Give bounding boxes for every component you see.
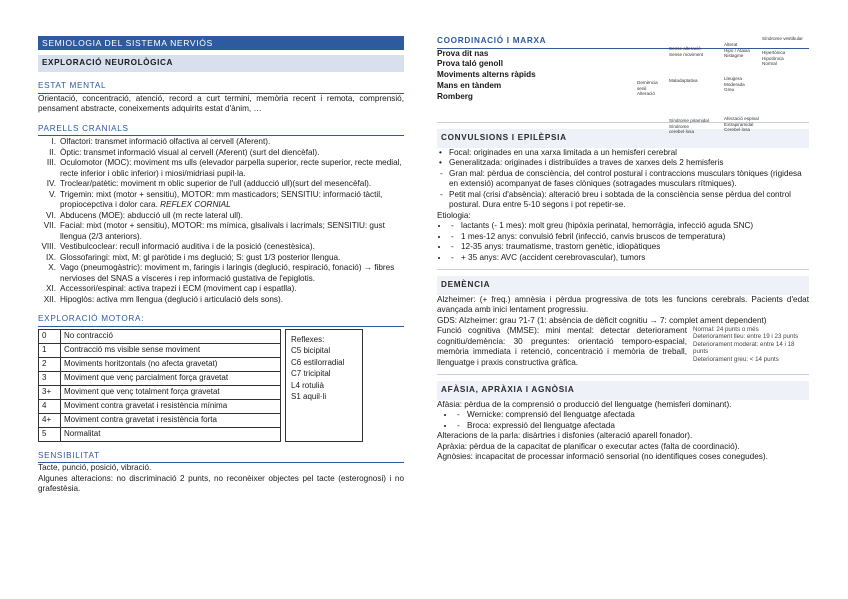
convulsions-heading: CONVULSIONS I EPILÈPSIA [437,129,809,148]
alteracions-text: Alteracions de la parla: disàrtries i disfonies (alteració aparell fonador). [437,431,693,440]
list-item: V. Trigemin: mixt (motor + sensitiu), MOTOR: mm masticadors; SENSITIU: informació tàctil, propiocepctiva i dolor cara. REFLEX CORNIAL [49,189,383,209]
list-item: IV. Troclear/patètic: moviment m oblic superior de l'ull (adducció ull)(surt del mesencèfal). [46,179,372,188]
convulsions-list [437,148,809,211]
list-item: - Gran mal: pèrdua de consciència, del control postural i contraccions musculars tòniques (rigidesa en extensió) acompanyat de fases clòniques (sotragades musculars rítmiques). [437,169,809,190]
diagram-label: Demència senil Alteració [637,80,658,96]
table-row: 5 Normalitat [39,427,281,441]
list-item: - • 12-35 anys: traumatisme, trastorn genètic, idiopàtiques [449,242,809,253]
list-item: - • lactants (- 1 mes): molt greu (hipòxia perinatal, hemorràgia, infecció aguda SNC) [449,221,809,232]
estat-mental-heading: ESTAT MENTAL [38,81,404,94]
list-item: - • Wernicke: comprensió del llenguatge afectada [455,410,809,421]
list-item: VIII. Vestibulcoclear: recull informació auditiva i de la posició (cenestèsica). [41,242,315,251]
alzheimer-text: Alzheimer: (+ freq.) amnèsia i pèrdua progressiva de tots les funcions cerebrals. Pacients d'edat avançada amb inici lentament progressiu. [437,294,809,314]
table-row: 3+ Moviment que venç totalment força gravetat [39,385,281,399]
list-item: II. Òptic: transmet informació visual al cervell (Aferent) (surt del diencèfal). [49,147,320,157]
list-item: VII. Facial: mixt (motor + sensitiu), MOTOR: ms mímica, glsalivals i lacrimals; SENSITIU: gust llengua (2/3 anteriors). [43,221,385,241]
list-item: III. Oculomotor (MOC): moviment ms ulls (elevador parpella superior, recte superior, recte medial, recte inferior i oblic inferior) i miosi/midriasi pupil·la. [46,158,402,178]
coordinacio-section [437,36,809,134]
list-item: IX. Glossofaringi: mixt, M: gl paròtide i ms deglució; S: gust 1/3 posterior llengua. [45,252,341,262]
diagram-label: Hipertònica Hipotònica Normal [762,50,786,66]
afasia-heading: AFÀSIA, APRÀXIA I AGNÒSIA [437,381,809,400]
list-item: I. Olfactori: transmet informació olfactiva al cervell (Aferent). [51,137,271,146]
etiologia-list [437,221,809,263]
motor-section [38,329,404,442]
motor-scale-table [38,329,281,442]
afasia-text: Afàsia: pèrdua de la comprensió o producció del llenguatge (hemisferi dominant). [437,399,732,409]
demencia-heading: DEMÈNCIA [437,276,809,295]
parells-cranials-heading: PARELLS CRANIALS [38,124,404,137]
list-item: - • + 35 anys: AVC (accident cerebrovascular), tumors [449,253,809,264]
coordinacio-heading: COORDINACIÓ I MARXA [437,36,809,49]
agnosies-text: Agnòsies: incapacitat de processar informació sensorial (no identifiques coses conegudes). [437,452,768,461]
table-row: 4+ Moviment contra gravetat i resistència forta [39,413,281,427]
list-item: - Petit mal (crisi d'absència): alteració breu i sobtada de la consciència sense pèrdua del control postural. Dura entre 5-10 segons i pot repetir-se. [437,190,809,211]
table-row: 3 Moviment que venç parcialment força gravetat [39,371,281,385]
table-row: 4 Moviment contra gravetat i resistència mínima [39,399,281,413]
sensibilitat-heading: SENSIBILITAT [38,451,404,464]
list-item: X. Vago (pneumogàstric): moviment m, faringis i laringis (deglució, respiració, fonació) → fibres nervioses del SNAS a vísceres i rep informació gustativa de l'epiglotis. [48,263,395,283]
divider [437,269,809,270]
diagram-label: Lleugera Moderada Greu [724,76,745,92]
neuro-exploration-heading: EXPLORACIÓ NEUROLÒGICA [38,55,404,72]
diagram-label: Afectació espinal Extrapiramidal Cerebel·losa [724,116,759,132]
sensibilitat-line2: Algunes alteracions: no discriminació 2 punts, no reconèixer objectes pel tacte (esterognosi) i no grafestèsia. [38,473,404,493]
list-item: VI. Abducens (MOE): abducció ull (m recte lateral ull). [45,210,243,220]
cranial-nerves-list [38,137,404,305]
estat-mental-text: Orientació, concentració, atenció, record a curt termini, memòria recent i remota, comprensió, pensament abstracte, coneixements adquirits estat d'ànim, … [38,93,404,113]
sensibilitat-line1: Tacte, punció, posició, vibració. [38,463,152,472]
diagram-label: Síndrome vestibular [762,36,803,41]
table-row: 1 Contracció ms visible sense moviment [39,343,281,357]
main-title-banner: SEMIOLOGIA DEL SISTEMA NERVIÓS [38,36,404,50]
divider [437,374,809,375]
coordinacio-list: Prova dit nas Prova taló genoll Moviments alterns ràpids Mans en tàndem Romberg [437,48,536,101]
right-column [437,36,809,463]
diagram-label: Síndrome piramidal Síndrome cerebel·losa [669,118,709,134]
list-item: XI. Accessori/espinal: activa trapezi i ECM (moviment cap i espatlla). [45,284,297,293]
mmse-text: Funció cognitiva (MMSE): mini mental: detectar deteriorament cognitiu/demència: 30 preguntes: orientació temporo-espacial, memòria immediata i retenció, concentració i memòria de treball, llenguatge i praxis constructiva gràfica. [437,326,687,367]
table-row: 2 Moviments horitzontals (no afecta gravetat) [39,357,281,371]
list-item: • Generalitzada: originades i distribuïdes a traves de xarxes dels 2 hemisferis [437,158,809,169]
apraxia-text: Apràxia: pèrdua de la capacitat de planificar o executar actes (falta de coordinació). [437,441,740,451]
reflexes-box: Reflexes: C5 bicipital C6 estilorradial C7 tricipital L4 rotulià S1 aquil·li [285,329,363,442]
list-item: - • 1 mes-12 anys: convulsió febril (infecció, canvis bruscos de temperatura) [449,232,809,243]
gds-text: GDS: Alzheimer: grau ?1-7 (1: absència de dèficit cognitiu → 7: complet ament dependent) [437,315,767,325]
list-item: - • Broca: expressió del llenguatge afectada [455,421,809,432]
mmse-scores: Normal: 24 punts o més Deteriorament lleu: entre 19 i 23 punts Deteriorament moderat: entre 14 i 18 punts Deteriorament greu: < 14 punts [693,326,799,363]
etiologia-label: Etiologia: [437,210,471,220]
list-item: XII. Hipoglòs: activa mm llengua (deglució i articulació dels sons). [43,294,283,304]
exploracio-motora-heading: EXPLORACIÓ MOTORA: [38,314,404,327]
list-item: • Focal: originades en una xarxa limitada a un hemisferi cerebral [437,148,809,159]
diagram-label: Alterat Hipo / Ataxia Nistagme [724,42,750,58]
diagram-label: Sense alteració Sense moviment [669,46,704,57]
afasia-sublist [437,410,809,431]
diagram-label: Maladaptativa [669,78,698,83]
mmse-row [437,326,809,368]
left-column [38,36,404,495]
table-row: 0 No contracció [39,329,281,343]
